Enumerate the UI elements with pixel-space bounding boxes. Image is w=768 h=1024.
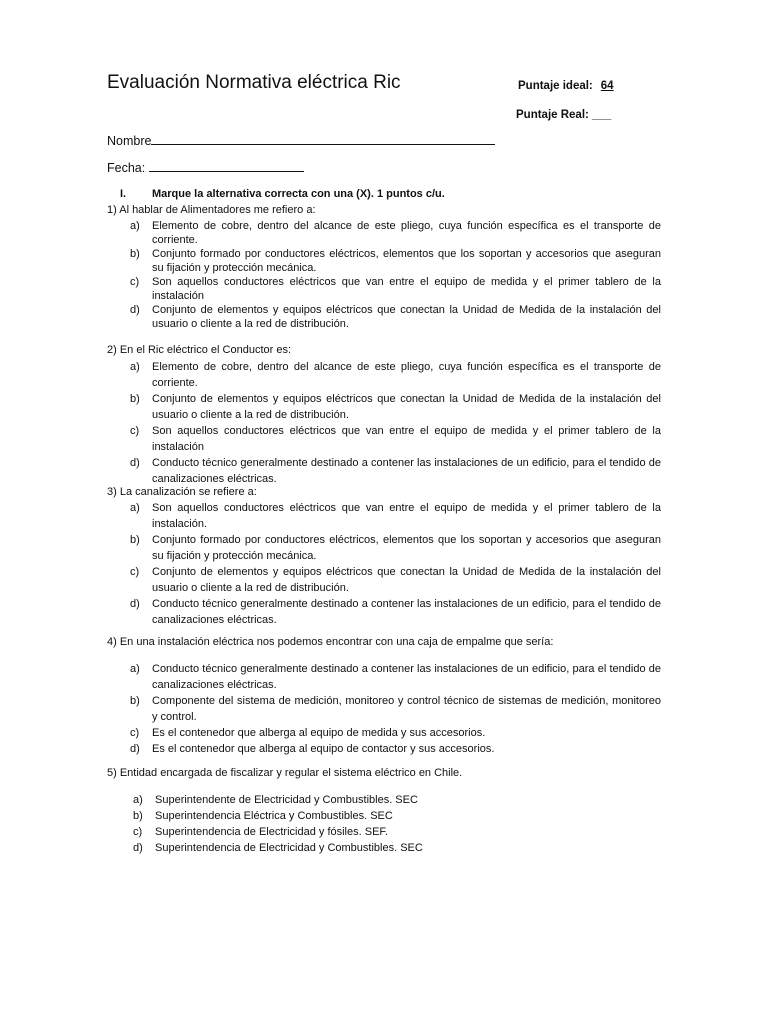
question-3: 3) La canalización se refiere a:	[107, 486, 257, 498]
option-3d[interactable]	[130, 596, 661, 628]
option-text: Elemento de cobre, dentro del alcance de este pliego, cuya función específica es el transporte de corriente.	[152, 220, 661, 246]
option-text: Conducto técnico generalmente destinado a contener las instalaciones de un edificio, para el tendido de canalizaciones eléctricas.	[152, 457, 661, 485]
option-letter: b)	[130, 534, 140, 546]
option-text: Conducto técnico generalmente destinado a contener las instalaciones de un edificio, para el tendido de canalizaciones eléctricas.	[152, 598, 661, 626]
option-letter: b)	[133, 810, 143, 822]
question-1-options	[130, 219, 661, 331]
ideal-score-value: 64	[600, 80, 614, 92]
option-text: Superintendencia de Electricidad y fósiles. SEF.	[155, 826, 388, 838]
date-line[interactable]	[149, 161, 304, 172]
option-4a[interactable]	[130, 661, 661, 693]
ideal-score-label: Puntaje ideal:	[518, 80, 593, 92]
option-5b[interactable]	[133, 808, 664, 824]
option-letter: c)	[130, 425, 140, 437]
option-text: Superintendencia Eléctrica y Combustibles. SEC	[155, 810, 393, 822]
option-text: Conjunto formado por conductores eléctricos, elementos que los soportan y accesorios que aseguran su fijación y protección mecánica.	[152, 534, 661, 562]
option-letter: d)	[130, 304, 140, 316]
option-letter: d)	[130, 598, 140, 610]
option-2c[interactable]	[130, 423, 661, 455]
option-text: Conjunto de elementos y equipos eléctricos que conectan la Unidad de Medida de la instalación del usuario o cliente a la red de distribución.	[152, 304, 661, 330]
option-2a[interactable]	[130, 359, 661, 391]
option-5c[interactable]	[133, 824, 664, 840]
question-2-options	[130, 359, 661, 487]
option-letter: a)	[130, 361, 140, 373]
option-letter: a)	[130, 663, 140, 675]
option-letter: b)	[130, 695, 140, 707]
question-3-options	[130, 500, 661, 628]
option-1a[interactable]	[130, 219, 661, 247]
instruction	[120, 188, 445, 200]
question-2: 2) En el Ric eléctrico el Conductor es:	[107, 344, 292, 356]
option-2d[interactable]	[130, 455, 661, 487]
option-text: Conducto técnico generalmente destinado a contener las instalaciones de un edificio, para el tendido de canalizaciones eléctricas.	[152, 663, 661, 691]
real-score: Puntaje Real: ___	[516, 109, 612, 121]
name-field[interactable]	[107, 134, 495, 148]
question-5: 5) Entidad encargada de fiscalizar y regular el sistema eléctrico en Chile.	[107, 767, 463, 779]
option-1d[interactable]	[130, 303, 661, 331]
option-text: Conjunto de elementos y equipos eléctricos que conectan la Unidad de Medida de la instalación del usuario o cliente a la red de distribución.	[152, 566, 661, 594]
option-text: Conjunto formado por conductores eléctricos, elementos que los soportan y accesorios que aseguran su fijación y protección mecánica.	[152, 248, 661, 274]
option-letter: d)	[130, 457, 140, 469]
question-1: 1) Al hablar de Alimentadores me refiero a:	[107, 204, 316, 216]
question-4: 4) En una instalación eléctrica nos podemos encontrar con una caja de empalme que sería:	[107, 636, 554, 648]
option-4b[interactable]	[130, 693, 661, 725]
option-letter: b)	[130, 393, 140, 405]
option-text: Es el contenedor que alberga al equipo de medida y sus accesorios.	[152, 727, 486, 739]
question-4-options	[130, 661, 661, 757]
option-text: Conjunto de elementos y equipos eléctricos que conectan la Unidad de Medida de la instalación del usuario o cliente a la red de distribución.	[152, 393, 661, 421]
option-letter: a)	[133, 794, 143, 806]
option-3c[interactable]	[130, 564, 661, 596]
option-5d[interactable]	[133, 840, 664, 856]
instruction-number: I.	[120, 188, 127, 200]
option-text: Son aquellos conductores eléctricos que van entre el equipo de medida y el primer tablero de la instalación.	[152, 502, 661, 530]
option-2b[interactable]	[130, 391, 661, 423]
option-1b[interactable]	[130, 247, 661, 275]
option-text: Superintendente de Electricidad y Combustibles. SEC	[155, 794, 418, 806]
option-letter: c)	[130, 566, 140, 578]
option-text: Superintendencia de Electricidad y Combustibles. SEC	[155, 842, 423, 854]
page-title: Evaluación Normativa eléctrica Ric	[107, 72, 401, 93]
option-text: Son aquellos conductores eléctricos que van entre el equipo de medida y el primer tablero de la instalación	[152, 276, 661, 302]
option-4c[interactable]	[130, 725, 661, 741]
name-label: Nombre	[107, 134, 152, 148]
option-text: Son aquellos conductores eléctricos que van entre el equipo de medida y el primer tablero de la instalación	[152, 425, 661, 453]
option-text: Componente del sistema de medición, monitoreo y control técnico de sistemas de medición, monitoreo y control.	[152, 695, 661, 723]
option-3a[interactable]	[130, 500, 661, 532]
date-field[interactable]	[107, 161, 304, 175]
option-letter: b)	[130, 248, 140, 260]
option-letter: d)	[133, 842, 143, 854]
option-letter: c)	[130, 727, 140, 739]
option-letter: c)	[133, 826, 143, 838]
option-letter: c)	[130, 276, 140, 288]
option-text: Es el contenedor que alberga al equipo de contactor y sus accesorios.	[152, 743, 495, 755]
option-letter: a)	[130, 220, 140, 232]
date-label: Fecha:	[107, 161, 146, 175]
option-letter: d)	[130, 743, 140, 755]
question-5-options	[133, 792, 664, 856]
instruction-text: Marque la alternativa correcta con una (X). 1 puntos c/u.	[152, 188, 445, 200]
option-1c[interactable]	[130, 275, 661, 303]
option-3b[interactable]	[130, 532, 661, 564]
option-text: Elemento de cobre, dentro del alcance de este pliego, cuya función específica es el transporte de corriente.	[152, 361, 661, 389]
name-line[interactable]	[151, 134, 495, 145]
option-letter: a)	[130, 502, 140, 514]
option-5a[interactable]	[133, 792, 664, 808]
ideal-score	[518, 80, 614, 92]
option-4d[interactable]	[130, 741, 661, 757]
